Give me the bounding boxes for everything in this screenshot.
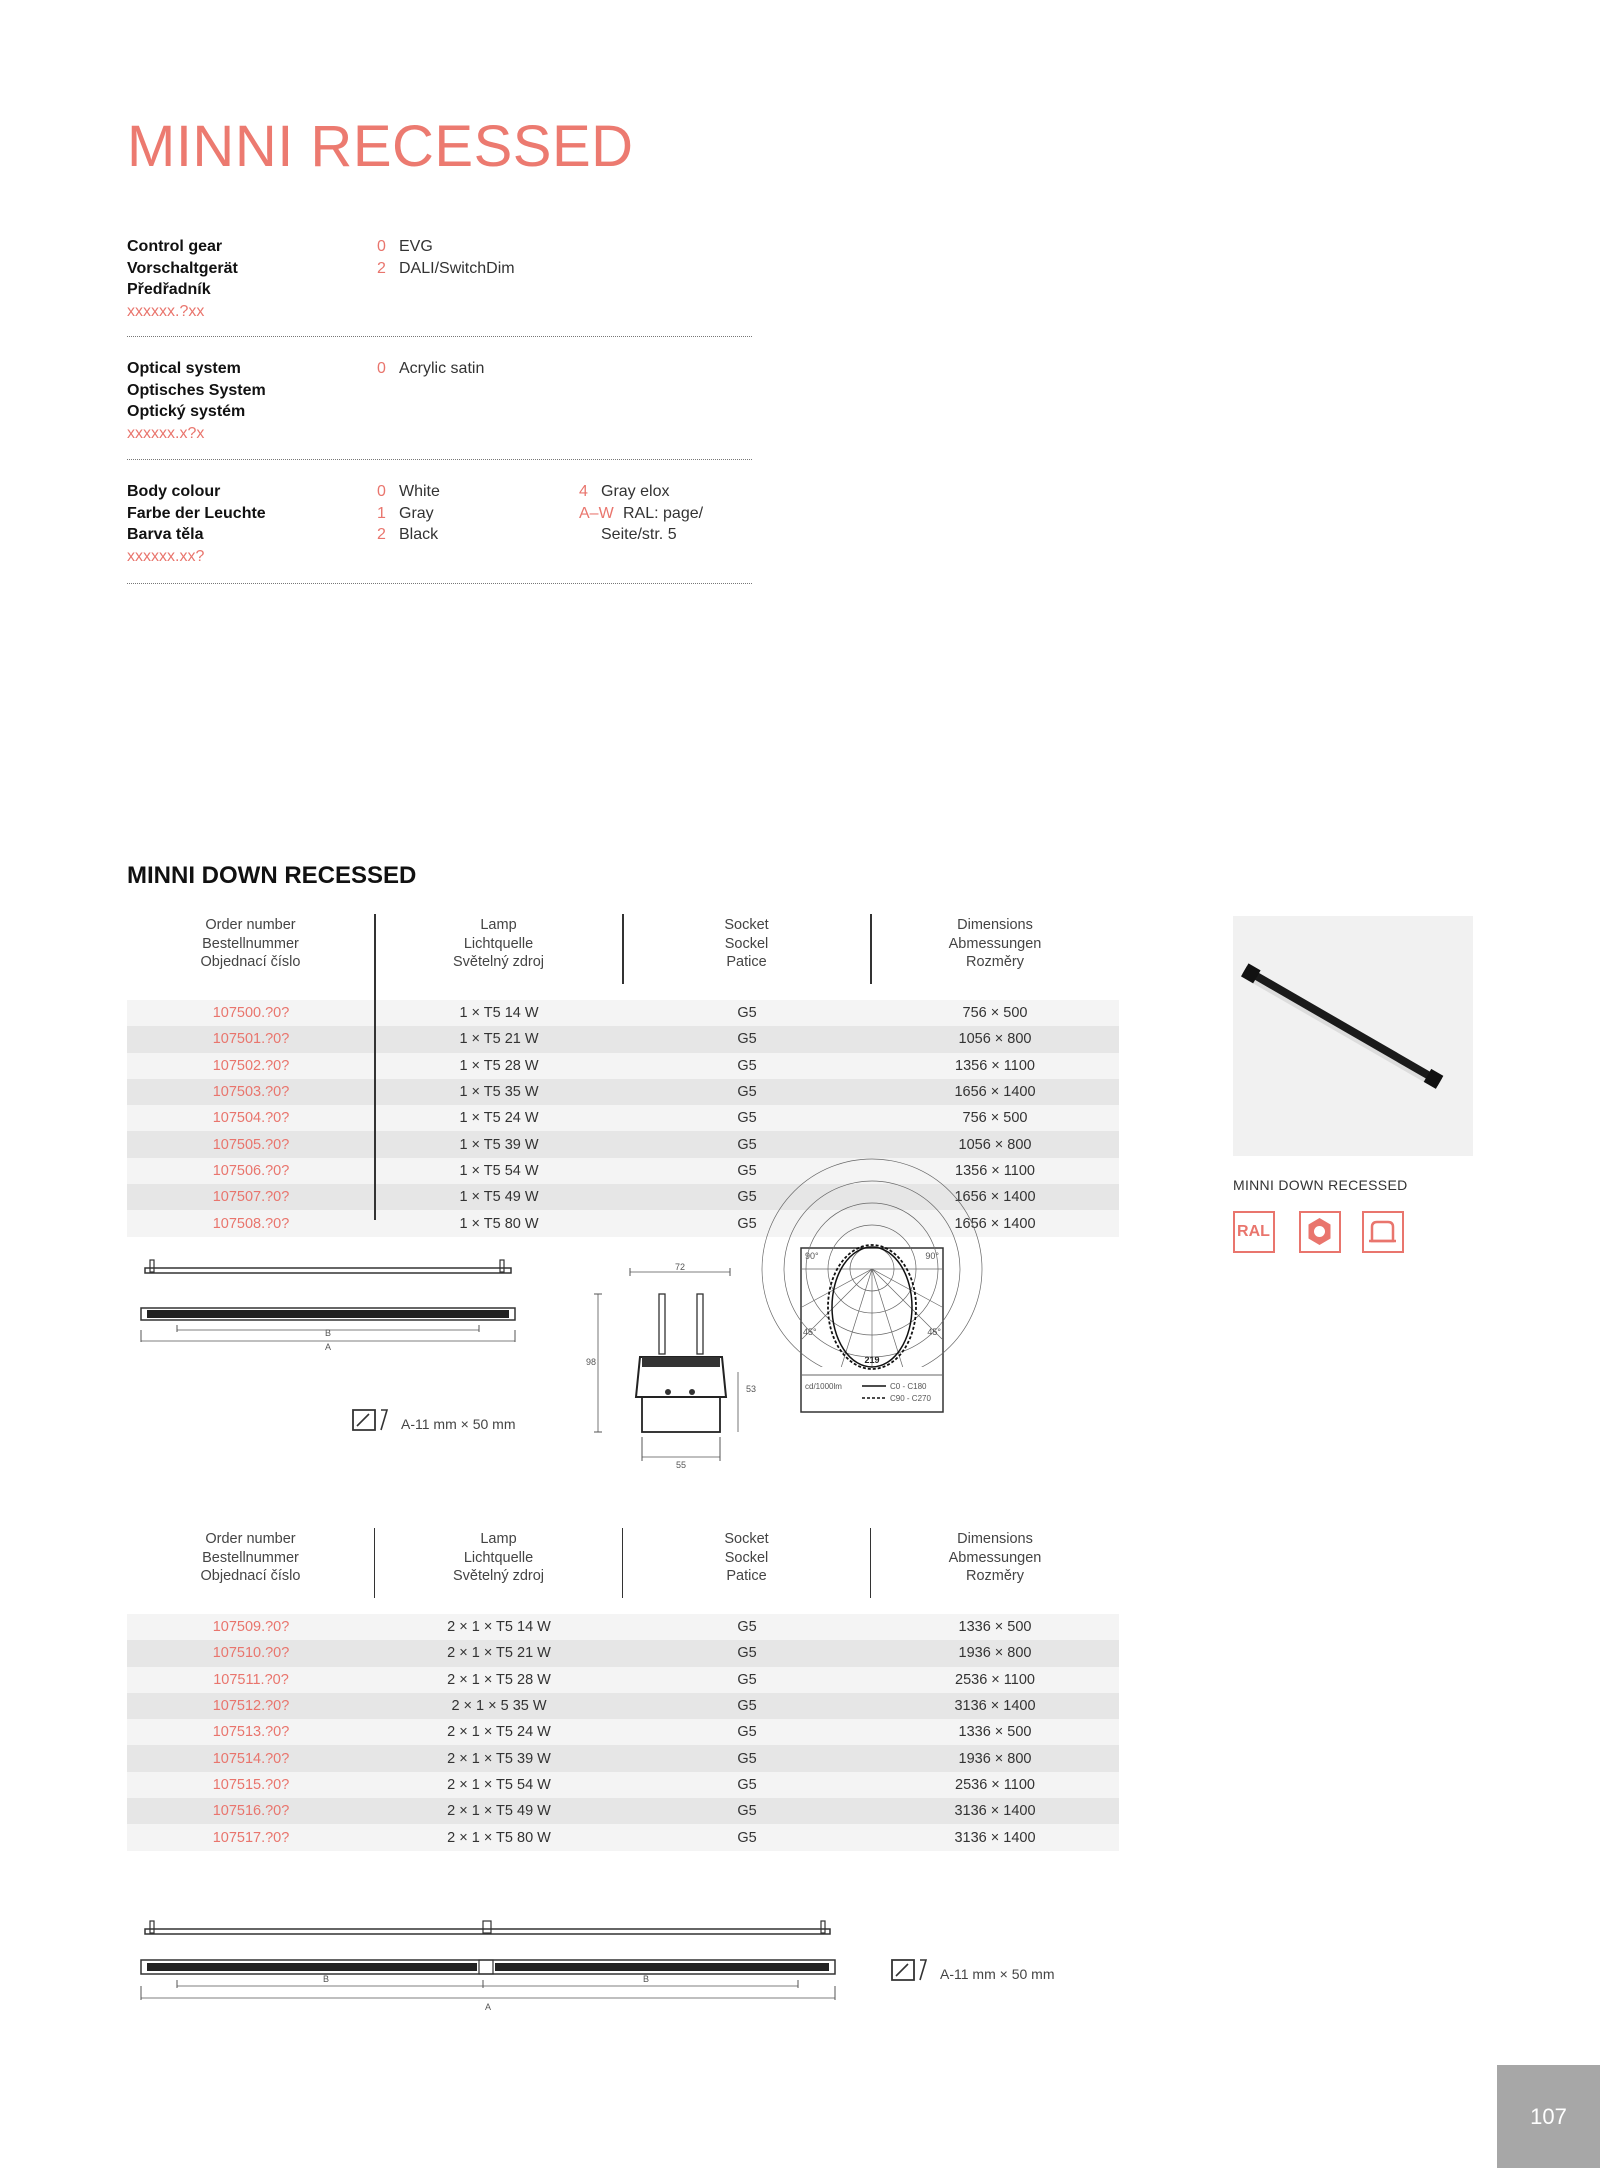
- mounting-hole-1: [349, 1406, 393, 1441]
- dimensions-cell: 1356 × 1100: [955, 1162, 1035, 1179]
- dimension-a-label: A: [324, 1342, 332, 1352]
- dimension-a-label: A: [484, 2002, 492, 2012]
- socket-cell: G5: [737, 1776, 757, 1793]
- table-row: [127, 1640, 1119, 1666]
- socket-cell: G5: [737, 1645, 757, 1662]
- header-lamp: Lamp Lichtquelle Světelný zdroj: [375, 1528, 623, 1598]
- order-number-cell: 107503.?0?: [212, 1084, 290, 1101]
- table-column-line: [622, 914, 624, 984]
- option-number: 0: [377, 360, 386, 377]
- table-row: [127, 1158, 1119, 1184]
- option-value: DALI/SwitchDim: [399, 259, 515, 277]
- option-number: 2: [377, 526, 386, 543]
- order-number-cell: 107506.?0?: [212, 1162, 290, 1179]
- order-number-cell: 107501.?0?: [212, 1031, 290, 1048]
- product-table-single: [127, 914, 1119, 1237]
- option-label: Farbe der Leuchte: [127, 504, 266, 522]
- option-number: 0: [377, 483, 386, 500]
- divider: [127, 336, 752, 337]
- option-label: Body colour: [127, 483, 221, 500]
- legend-c90: C90 - C270: [890, 1394, 931, 1403]
- option-label: Optisches System: [127, 381, 266, 399]
- dimensions-cell: 1936 × 800: [958, 1645, 1032, 1662]
- product-photo: [1233, 916, 1473, 1156]
- header-order-number: Order number Bestellnummer Objednací číslo: [127, 1528, 375, 1598]
- order-number-cell: 107510.?0?: [212, 1645, 290, 1662]
- option-value: Gray: [399, 504, 434, 522]
- dimensions-cell: 756 × 500: [962, 1110, 1028, 1127]
- table-column-line: [374, 914, 376, 1220]
- table-row: [127, 1053, 1119, 1079]
- mounting-size-label: A-11 mm × 50 mm: [401, 1416, 516, 1432]
- table-row: [127, 1210, 1119, 1236]
- dimension-depth: 53: [746, 1384, 757, 1394]
- order-number-cell: 107513.?0?: [212, 1724, 290, 1741]
- table-row: [127, 1693, 1119, 1719]
- order-number-cell: 107504.?0?: [212, 1110, 290, 1127]
- option-body-colour: [127, 481, 752, 577]
- lamp-cell: 2 × 1 × T5 49 W: [447, 1803, 551, 1820]
- option-label: Optický systém: [127, 403, 246, 420]
- table-row: [127, 1026, 1119, 1052]
- order-number-cell: 107508.?0?: [212, 1215, 290, 1232]
- dimensions-cell: 756 × 500: [962, 1005, 1028, 1022]
- section-title: MINNI DOWN RECESSED: [127, 862, 417, 889]
- angle-label: 45°: [803, 1327, 817, 1337]
- polar-diagram: [800, 1247, 944, 1418]
- lamp-cell: 1 × T5 24 W: [459, 1110, 539, 1127]
- dimension-b-label: B: [642, 1974, 650, 1984]
- dimensions-cell: 2536 × 1100: [955, 1671, 1035, 1688]
- dimension-width-top: 72: [674, 1262, 686, 1272]
- option-code: xxxxxx.?xx: [127, 302, 205, 320]
- dimension-b-label: B: [322, 1974, 330, 1984]
- ral-icon: RAL: [1233, 1211, 1275, 1253]
- order-number-cell: 107511.?0?: [213, 1671, 289, 1688]
- dimensions-cell: 1656 × 1400: [954, 1189, 1036, 1206]
- order-number-cell: 107502.?0?: [212, 1057, 290, 1074]
- option-number: 4: [579, 483, 588, 500]
- intensity-value: 219: [864, 1355, 880, 1365]
- table-row: [127, 1105, 1119, 1131]
- socket-cell: G5: [737, 1619, 757, 1636]
- socket-cell: G5: [737, 1189, 757, 1206]
- table-header: [127, 1528, 1119, 1598]
- order-number-cell: 107507.?0?: [212, 1189, 290, 1206]
- lamp-cell: 1 × T5 35 W: [459, 1084, 539, 1101]
- order-number-cell: 107509.?0?: [212, 1619, 290, 1636]
- dimensions-cell: 1936 × 800: [958, 1750, 1032, 1767]
- dimensions-cell: 1056 × 800: [958, 1136, 1032, 1153]
- lamp-cell: 2 × 1 × T5 24 W: [447, 1724, 551, 1741]
- lamp-cell: 1 × T5 80 W: [459, 1215, 539, 1232]
- lamp-cell: 1 × T5 49 W: [459, 1189, 539, 1206]
- dimensions-cell: 3136 × 1400: [954, 1698, 1036, 1715]
- option-value: EVG: [399, 238, 433, 255]
- dimension-width-bottom: 55: [675, 1460, 687, 1470]
- angle-label: 90°: [925, 1251, 939, 1261]
- table-row: [127, 1079, 1119, 1105]
- table-row: [127, 1719, 1119, 1745]
- socket-cell: G5: [737, 1005, 757, 1022]
- option-label: Optical system: [127, 360, 241, 377]
- lamp-cell: 1 × T5 28 W: [459, 1057, 539, 1074]
- option-label: Předřadník: [127, 281, 211, 298]
- option-value: White: [399, 483, 440, 500]
- socket-cell: G5: [737, 1162, 757, 1179]
- order-number-cell: 107515.?0?: [212, 1776, 290, 1793]
- table-row: [127, 1772, 1119, 1798]
- option-optical-system: [127, 358, 752, 454]
- option-number: 1: [377, 504, 386, 522]
- order-number-cell: 107505.?0?: [212, 1136, 290, 1153]
- dimensions-cell: 1656 × 1400: [954, 1215, 1036, 1232]
- housing-icon: [1362, 1211, 1404, 1253]
- dimensions-cell: 3136 × 1400: [954, 1803, 1036, 1820]
- lamp-cell: 2 × 1 × T5 21 W: [447, 1645, 551, 1662]
- option-label: Vorschaltgerät: [127, 259, 238, 277]
- option-value: RAL: page/: [623, 504, 704, 522]
- option-value: Gray elox: [601, 483, 670, 500]
- dimension-b-label: B: [324, 1328, 332, 1338]
- legend-c0: C0 - C180: [890, 1382, 927, 1391]
- order-number-cell: 107500.?0?: [212, 1005, 290, 1022]
- header-dimensions: Dimensions Abmessungen Rozměry: [948, 917, 1042, 970]
- socket-cell: G5: [737, 1215, 757, 1232]
- table-row: [127, 1184, 1119, 1210]
- option-label: Barva těla: [127, 526, 204, 543]
- hex-nut-icon: [1299, 1211, 1341, 1253]
- table-row: [127, 1131, 1119, 1157]
- page-number-box: [1497, 2065, 1600, 2168]
- mounting-size-label: A-11 mm × 50 mm: [940, 1966, 1055, 1982]
- header-dimensions: Dimensions Abmessungen Rozměry: [948, 1531, 1042, 1584]
- option-code: xxxxxx.xx?: [127, 547, 205, 565]
- option-number: 0: [377, 238, 386, 255]
- lamp-cell: 2 × 1 × T5 39 W: [447, 1750, 551, 1767]
- dimensions-cell: 2536 × 1100: [955, 1776, 1035, 1793]
- dimensions-cell: 1336 × 500: [958, 1724, 1032, 1741]
- dimension-height: 98: [585, 1357, 596, 1367]
- option-value: Seite/str. 5: [601, 526, 677, 543]
- order-number-cell: 107516.?0?: [212, 1803, 290, 1820]
- lamp-cell: 2 × 1 × T5 28 W: [447, 1671, 551, 1688]
- dimensions-cell: 3136 × 1400: [954, 1829, 1036, 1846]
- table-row: [127, 1614, 1119, 1640]
- lamp-cell: 1 × T5 54 W: [459, 1162, 539, 1179]
- lamp-cell: 1 × T5 21 W: [459, 1031, 539, 1048]
- order-number-cell: 107514.?0?: [212, 1750, 290, 1767]
- intensity-unit: cd/1000lm: [805, 1382, 842, 1391]
- product-caption: MINNI DOWN RECESSED: [1233, 1177, 1408, 1193]
- socket-cell: G5: [737, 1698, 757, 1715]
- dimensions-cell: 1656 × 1400: [954, 1084, 1036, 1101]
- socket-cell: G5: [737, 1031, 757, 1048]
- page-number: 107: [1530, 2104, 1567, 2129]
- header-order-number: Order number Bestellnummer Objednací číslo: [127, 914, 375, 984]
- lamp-cell: 1 × T5 14 W: [459, 1005, 539, 1022]
- page-title: MINNI RECESSED: [127, 114, 634, 179]
- socket-cell: G5: [737, 1671, 757, 1688]
- socket-cell: G5: [737, 1724, 757, 1741]
- divider: [127, 459, 752, 460]
- table-row: [127, 1824, 1119, 1850]
- lamp-cell: 2 × 1 × T5 14 W: [447, 1619, 551, 1636]
- cross-section-drawing: [585, 1262, 768, 1477]
- table-row: [127, 1000, 1119, 1026]
- option-control-gear: [127, 236, 752, 332]
- table-row: [127, 1667, 1119, 1693]
- product-table-double: [127, 1528, 1119, 1851]
- lamp-cell: 2 × 1 × 5 35 W: [451, 1698, 547, 1715]
- divider: [127, 583, 752, 584]
- dimensions-cell: 1056 × 800: [958, 1031, 1032, 1048]
- socket-cell: G5: [737, 1057, 757, 1074]
- table-column-line: [870, 914, 872, 984]
- socket-cell: G5: [737, 1110, 757, 1127]
- lamp-cell: 2 × 1 × T5 54 W: [447, 1776, 551, 1793]
- table-row: [127, 1745, 1119, 1771]
- header-lamp: Lamp Lichtquelle Světelný zdroj: [375, 914, 623, 984]
- luminaire-drawing-double: [138, 1910, 838, 2025]
- option-label: Control gear: [127, 238, 223, 255]
- dimensions-cell: 1356 × 1100: [955, 1057, 1035, 1074]
- angle-label: 45°: [927, 1327, 941, 1337]
- socket-cell: G5: [737, 1803, 757, 1820]
- socket-cell: G5: [737, 1750, 757, 1767]
- option-code: xxxxxx.x?x: [127, 424, 205, 442]
- socket-cell: G5: [737, 1084, 757, 1101]
- order-number-cell: 107512.?0?: [212, 1698, 290, 1715]
- socket-cell: G5: [737, 1136, 757, 1153]
- angle-label: 90°: [805, 1251, 819, 1261]
- lamp-cell: 1 × T5 39 W: [459, 1136, 539, 1153]
- header-socket: Socket Sockel Patice: [623, 1528, 871, 1598]
- header-socket: Socket Sockel Patice: [623, 914, 871, 984]
- order-number-cell: 107517.?0?: [212, 1829, 290, 1846]
- option-number: 2: [377, 259, 386, 277]
- socket-cell: G5: [737, 1829, 757, 1846]
- lamp-cell: 2 × 1 × T5 80 W: [447, 1829, 551, 1846]
- mounting-hole-2: [888, 1956, 932, 1991]
- option-value: Black: [399, 526, 439, 543]
- option-value: Acrylic satin: [399, 360, 485, 377]
- table-row: [127, 1798, 1119, 1824]
- option-number: A–W: [579, 504, 614, 522]
- luminaire-drawing-single: [138, 1250, 523, 1360]
- dimensions-cell: 1336 × 500: [958, 1619, 1032, 1636]
